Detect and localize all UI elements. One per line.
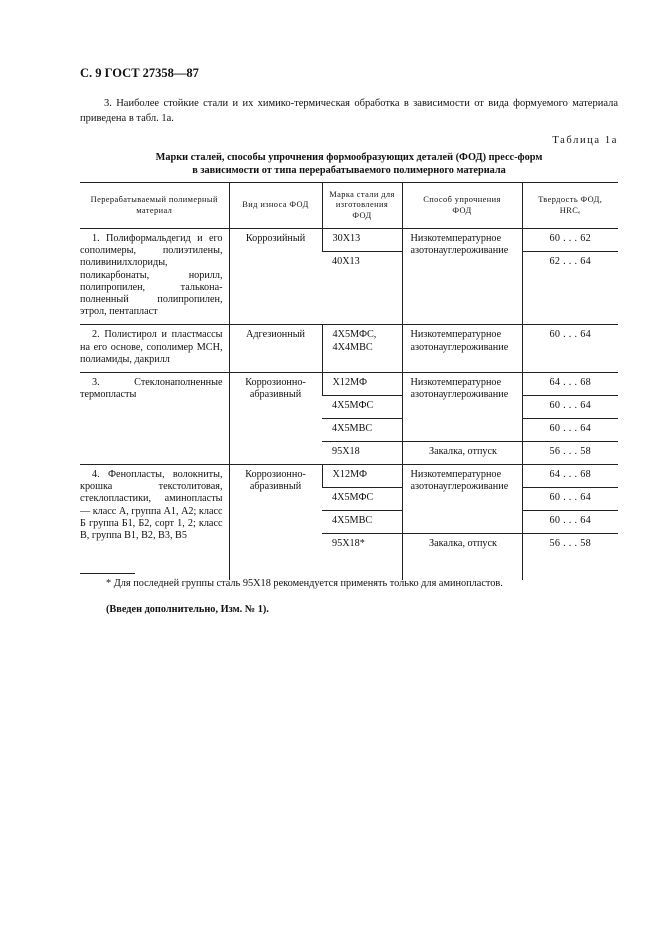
steel-cell: 40Х13	[322, 252, 402, 325]
method-cell: Низкотемпературное азотонауглероживание	[402, 373, 522, 442]
wear-cell: Коррозионно-абразивный	[229, 465, 322, 581]
steel-cell: Х12МФ	[322, 465, 402, 488]
footnote-rule	[80, 573, 135, 574]
hardness-cell: 60 . . . 64	[522, 488, 618, 511]
steel-cell: Х12МФ	[322, 373, 402, 396]
table-row	[80, 465, 618, 488]
hardness-cell: 60 . . . 64	[522, 325, 618, 373]
steel-cell: 4Х5МВС	[322, 511, 402, 534]
steel-cell: 95Х18*	[322, 534, 402, 581]
material-cell: 4. Фенопласты, волокниты, крошка текстолитовая, стеклопластики, аминопласты — класс А, группа А1, А2; класс Б группа Б1, Б2, сорт 1, 2; класс В, группа В1, В2, В3, В5	[80, 465, 229, 581]
footnote: * Для последней группы сталь 95Х18 рекомендуется применять только для аминопластов.	[106, 578, 503, 589]
hardness-cell: 56 . . . 58	[522, 442, 618, 465]
wear-cell: Коррозионно-абразивный	[229, 373, 322, 465]
col-material: Перерабатываемый полимерный материал	[80, 183, 229, 229]
wear-cell: Адгезионный	[229, 325, 322, 373]
caption-line-2: в зависимости от типа перерабатываемого полимерного материала	[192, 164, 506, 176]
steel-cell: 4Х5МФС, 4Х4МВС	[322, 325, 402, 373]
hardness-cell: 60 . . . 64	[522, 419, 618, 442]
material-cell: 2. Полистирол и пластмассы на его основе, сополимер МСН, полиамиды, дакрилл	[80, 325, 229, 373]
table-row	[80, 325, 618, 373]
hardness-cell: 60 . . . 62	[522, 229, 618, 252]
method-cell: Закалка, отпуск	[402, 442, 522, 465]
page-header: С. 9 ГОСТ 27358—87	[80, 66, 199, 80]
steel-cell: 4Х5МВС	[322, 419, 402, 442]
hardness-cell: 56 . . . 58	[522, 534, 618, 581]
col-steel: Марка стали для изготовления ФОД	[322, 183, 402, 229]
col-wear: Вид износа ФОД	[229, 183, 322, 229]
intro-paragraph: 3. Наиболее стойкие стали и их химико-термическая обработка в зависимости от вида формуемого материала приведена в табл. 1а.	[80, 98, 618, 124]
col-method: Способ упрочнения ФОД	[402, 183, 522, 229]
hardness-cell: 60 . . . 64	[522, 511, 618, 534]
table-row	[80, 229, 618, 252]
material-cell: 1. Полиформальдегид и его сополимеры, полиэтилены, поливинилхлориды, поликарбонаты, норилл, полипропилен, тальконаполненный полипропилен, этрол, пентапласт	[80, 229, 229, 325]
steel-cell: 4Х5МФС	[322, 396, 402, 419]
table-caption	[80, 152, 618, 177]
amendment-note: (Введен дополнительно, Изм. № 1).	[106, 604, 269, 615]
method-cell: Низкотемпературное азотонауглероживание	[402, 229, 522, 325]
hardness-cell: 64 . . . 68	[522, 465, 618, 488]
col-hardness: Твердость ФОД, HRCₑ	[522, 183, 618, 229]
steel-table	[80, 182, 618, 580]
hardness-cell: 64 . . . 68	[522, 373, 618, 396]
method-cell: Закалка, отпуск	[402, 534, 522, 581]
wear-cell: Коррозийный	[229, 229, 322, 325]
method-cell: Низкотемпературное азотонауглероживание	[402, 325, 522, 373]
table-header-row	[80, 183, 618, 229]
table-label: Таблица 1а	[552, 135, 618, 146]
steel-cell: 95Х18	[322, 442, 402, 465]
steel-cell: 4Х5МФС	[322, 488, 402, 511]
material-cell: 3. Стеклонаполненные термопласты	[80, 373, 229, 465]
method-cell: Низкотемпературное азотонауглероживание	[402, 465, 522, 534]
hardness-cell: 60 . . . 64	[522, 396, 618, 419]
caption-line-1: Марки сталей, способы упрочнения формообразующих деталей (ФОД) пресс-форм	[155, 152, 543, 163]
steel-cell: 30Х13	[322, 229, 402, 252]
hardness-cell: 62 . . . 64	[522, 252, 618, 325]
table-row	[80, 373, 618, 396]
